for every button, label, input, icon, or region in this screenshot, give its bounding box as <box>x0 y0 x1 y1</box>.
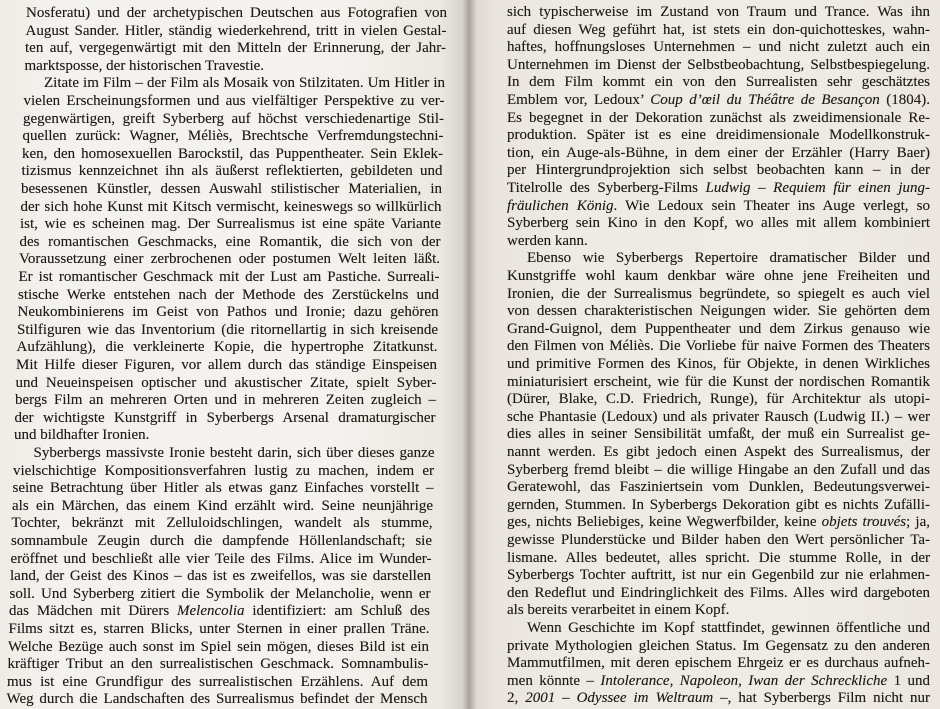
text-segment: Mit Hilfe dieser Figuren, vor allem durch das ständige Einspeisen <box>16 357 437 373</box>
text-line <box>507 374 930 392</box>
text-line <box>507 655 930 673</box>
text-line <box>20 216 441 234</box>
italic-text-segment: Coup d’œil du Théâtre de Besançon <box>650 92 880 108</box>
text-line <box>15 392 436 410</box>
text-segment: Wenn Geschichte im Kopf stattfindet, gewinnen öffentliche und <box>527 620 930 636</box>
text-line <box>14 427 435 445</box>
text-segment: auf diesen Weg geführt hat, ist stets ein don-quichotteskes, wahn- <box>507 21 930 38</box>
text-line <box>22 146 443 164</box>
text-line <box>507 180 930 198</box>
text-line <box>507 638 930 656</box>
text-line <box>18 287 439 305</box>
text-line <box>507 250 930 268</box>
text-segment: den Filmen von Méliès. Die Vorliebe für naive Formen des Theaters <box>507 338 930 355</box>
text-line <box>15 410 436 428</box>
text-segment: ; ja, <box>906 514 930 531</box>
text-line <box>21 199 442 217</box>
text-line <box>14 445 435 463</box>
text-line <box>507 233 930 251</box>
italic-text-segment: fräulichen König <box>507 197 614 214</box>
text-segment: Unternehmen im Dienst der Selbstbeobachtung, Selbstbespiegelung. <box>507 56 930 73</box>
text-segment: der wichtigste Kunstgriff in Syberbergs Arsenal dramaturgischer <box>14 409 436 426</box>
right-page-text <box>507 0 930 709</box>
text-segment: sich typischerweise im Zustand von Traum und Trance. Was ihn <box>507 4 930 20</box>
left-page-text <box>6 0 447 709</box>
text-line <box>507 286 930 304</box>
text-segment: Syberberg fremd bleibt – die willige Hingabe an den Zufall und das <box>507 461 930 478</box>
italic-text-segment: Intolerance, Napoleon, Iwan der Schreckliche <box>600 672 888 689</box>
text-segment: quellen zurück: Wagner, Méliès, Brechtsche Verfremdungstechni- <box>22 128 444 145</box>
text-line <box>507 39 930 57</box>
text-line <box>22 163 443 181</box>
text-line <box>12 515 433 533</box>
text-segment: ken, den homosexuellen Barockstil, das Puppentheater. Sein Eklek- <box>22 145 443 162</box>
text-segment: von dessen charakteristischen Neigungen wider. Sie gehörten dem <box>507 303 930 320</box>
text-line <box>16 375 437 393</box>
text-segment: tizismus kennzeichnet ihn als äußerst reflektierten, gebildeten und <box>21 163 443 180</box>
text-segment: Mammutfilmen, mit deren epischem Ehrgeiz er es durchaus aufneh- <box>507 655 930 672</box>
text-segment: per Hintergrundprojektion sich selbst beobachten kann – in der <box>507 162 930 179</box>
text-segment: Emblem vor, Ledoux’ <box>507 92 651 108</box>
text-segment: dies alles in seiner Sensibilität umfaßt, der muß ein Surrealist ge- <box>507 426 930 443</box>
text-line <box>25 58 446 76</box>
text-line <box>7 691 428 709</box>
text-segment: als ein Märchen, das einem Kind erzählt wird. Seine neunjährige <box>12 497 433 514</box>
text-line <box>507 514 930 532</box>
text-line <box>18 304 439 322</box>
italic-text-segment: 2001 – Odyssee im Weltraum <box>525 690 714 707</box>
text-segment: Er ist romantischer Geschmack mit der Lust am Pastiche. Surreali- <box>18 269 440 285</box>
text-segment: Es begegnet in der Dekoration zunächst als zweidimensionale Re- <box>507 109 930 126</box>
text-line <box>24 93 445 111</box>
text-segment: vielen Erscheinungsformen und aus vielfältiger Perspektive zu ver- <box>23 93 445 109</box>
text-segment: Titelrolle des Syberberg-Films <box>507 180 706 196</box>
text-line <box>507 620 930 638</box>
text-segment: mus ist eine Grundfigur des surrealistischen Erzählens. Auf dem <box>7 673 428 690</box>
text-segment: land, der Geist des Kinos – das ist es zweifellos, was sie darstellen <box>10 568 431 585</box>
text-line <box>24 75 445 93</box>
text-line <box>16 357 437 375</box>
text-line <box>9 603 430 621</box>
text-line <box>10 586 431 604</box>
text-segment: Syberberg sein Kino in den Kopf, wo alles mit allem kombiniert <box>507 215 930 232</box>
text-line <box>507 74 930 92</box>
text-line <box>507 110 930 128</box>
text-segment: gewisse Plunderstücke und Bilder haben den Wert persönlicher Ta- <box>507 532 930 548</box>
text-segment: Tochter, bekränzt mit Zelluloidschlingen, wandelt als stumme, <box>11 515 433 532</box>
text-segment: (Dürer, Blake, C.D. Friedrich, Runge), für Architektur als utopi- <box>507 391 930 408</box>
text-line <box>17 339 438 357</box>
text-line <box>507 127 930 145</box>
text-segment: 2, <box>507 690 526 707</box>
text-segment: werden kann. <box>507 232 588 249</box>
text-line <box>19 269 440 287</box>
text-segment: private Mythologien gleichen Status. Im Gegensatz zu den anderen <box>507 637 930 654</box>
text-segment: ges, nichts Beliebiges, keine Wegwerfbilder, keine <box>507 514 822 531</box>
text-segment: sche Phantasie (Ledoux) und als privater Rausch (Ludwig II.) – wer <box>507 408 930 425</box>
text-segment: Kunstgriffe wohl kaum denkbar wäre ohne jene Freiheiten und <box>507 268 930 284</box>
text-line <box>507 462 930 480</box>
text-segment: Syberbergs massivste Ironie besteht darin, sich über dieses ganze <box>33 445 435 461</box>
text-line <box>19 251 440 269</box>
text-line <box>13 480 434 498</box>
text-line <box>21 181 442 199</box>
text-line <box>507 391 930 409</box>
text-segment: ten auf, vergegenwärtigt mit den Mitteln der Erinnerung, der Jahr- <box>25 40 446 57</box>
text-line <box>507 338 930 356</box>
text-segment: und primitive Formen des Kinos, für Objekte, in denen Wirkliches <box>507 356 930 372</box>
text-segment: vielschichtige Kompositionsverfahren lustig zu machen, indem er <box>13 462 434 479</box>
text-segment: produktion. Später ist es eine dreidimensionale Modellkonstruk- <box>507 127 930 144</box>
italic-text-segment: objets trouvés <box>821 514 907 531</box>
italic-text-segment: Ludwig – Requiem für einen jung- <box>705 180 930 196</box>
text-segment: Ironien, die der Surrealismus begründete, so spiegelt es auch viel <box>507 285 930 302</box>
text-line <box>507 567 930 585</box>
text-segment: miniaturisiert erscheint, wie für die Kunst der nordischen Romantik <box>507 373 930 390</box>
text-line <box>11 533 432 551</box>
text-segment: Neukombinierens im Geist von Pathos und Ironie; dazu gehören <box>17 304 439 321</box>
text-segment: (1804). <box>879 92 931 108</box>
text-line <box>507 479 930 497</box>
text-segment: somnambule Zeugin durch die dampfende Höllenlandschaft; sie <box>11 533 432 549</box>
text-segment: als bereits verarbeitet in einem Kopf. <box>507 602 730 619</box>
text-segment: das Mädchen mit Dürers <box>9 603 178 620</box>
text-line <box>12 498 433 516</box>
text-segment: lismane. Alles bedeutet, alles spricht. Die stumme Rolle, in der <box>507 549 930 566</box>
text-line <box>507 145 930 163</box>
text-line <box>507 550 930 568</box>
text-line <box>11 551 432 569</box>
text-line <box>507 602 930 620</box>
text-segment: marktsposse, der historischen Travestie. <box>24 57 265 74</box>
text-segment: men könnte – <box>507 672 601 689</box>
text-segment: bergs Film an mehreren Orten und in mehreren Zeiten zugleich – <box>15 392 436 409</box>
text-segment: tion, ein Auge-als-Bühne, in dem einer der Erzähler (Harry Baer) <box>507 144 930 161</box>
text-segment: Aufzählung), die verkleinerte Kopie, die hypertrophe Zitatkunst. <box>16 339 438 356</box>
text-line <box>507 303 930 321</box>
text-segment: soll. Und Syberberg zitiert die Symbolik der Melancholie, wenn er <box>9 585 431 602</box>
text-segment: nannt werden. Es gibt jedoch einen Aspekt des Surrealismus, der <box>507 444 930 460</box>
text-segment: –, hat Syberbergs Film nicht nur <box>713 690 931 707</box>
text-line <box>507 426 930 444</box>
text-line <box>507 92 930 110</box>
text-line <box>507 268 930 286</box>
text-line <box>26 23 447 41</box>
text-segment: August Sander. Hitler, ständig wiederkehrend, tritt in vielen Gestal- <box>25 22 447 39</box>
text-segment: Ebenso wie Syberbergs Repertoire dramatischer Bilder und <box>527 250 930 267</box>
text-line <box>8 639 429 657</box>
text-segment: und bildhafter Ironien. <box>14 427 150 444</box>
text-segment: seine Betrachtung über Hitler als etwas ganz Einfaches vorstellt – <box>12 480 434 497</box>
text-segment: besessenen Künstler, dessen Auswahl stilistischer Materialien, in <box>21 181 442 197</box>
text-line <box>8 656 429 674</box>
text-line <box>507 356 930 374</box>
text-line <box>23 128 444 146</box>
text-line <box>23 111 444 129</box>
text-line <box>507 673 930 691</box>
text-segment: 1 und <box>887 672 931 689</box>
text-line <box>507 409 930 427</box>
text-segment: stische Werke entstehen nach der Methode des Zerstückelns und <box>18 286 439 303</box>
text-line <box>507 215 930 233</box>
text-segment: der sich hohe Kunst mit Kitsch vermischt, keineswegs so willkürlich <box>20 198 442 215</box>
text-line <box>13 463 434 481</box>
text-line <box>20 234 441 252</box>
text-line <box>507 57 930 75</box>
text-line <box>25 40 446 58</box>
text-segment: Welche Bezüge auch sonst im Spiel sein mögen, dieses Bild ist ein <box>8 638 429 655</box>
text-line <box>507 444 930 462</box>
text-segment: Grand-Guignol, dem Puppentheater und dem Zirkus genauso wie <box>507 320 930 337</box>
text-line <box>507 585 930 603</box>
text-line <box>9 621 430 639</box>
text-line <box>26 5 447 23</box>
text-segment: Films sitzt es, starren Blicks, unter Sternen in einer prallen Träne. <box>8 621 430 637</box>
text-line <box>507 162 930 180</box>
text-segment: Nosferatu) und der archetypischen Deutschen aus Fotografien von <box>26 5 447 21</box>
text-segment: Geratewohl, das Fasziniertsein vom Dunklen, Bedeutungsverwei- <box>507 479 930 496</box>
text-line <box>507 532 930 550</box>
text-segment: In dem Film kommt ein von den Surrealisten sehr geschätztes <box>507 74 930 91</box>
text-segment: den Redeflut und Eindringlichkeit des Films. Alles wird dargeboten <box>507 584 930 601</box>
text-segment: Syberbergs Tochter auftritt, ist nur ein Gegenbild zur nie erlahmen- <box>507 567 930 584</box>
text-segment: haftes, hoffnungsloses Unternehmen – und nicht zuletzt auch ein <box>507 39 930 56</box>
text-segment: . Wie Ledoux sein Theater ins Auge verlegt, so <box>613 197 930 214</box>
text-line <box>17 322 438 340</box>
page-gutter <box>462 0 476 709</box>
text-line <box>7 674 428 692</box>
text-segment: kräftiger Tribut an den surrealistischen Geschmack. Somnambulis- <box>7 656 429 673</box>
text-line <box>507 497 930 515</box>
text-segment: identifiziert: am Schluß des <box>244 603 430 620</box>
text-segment: gegenwärtigen, greift Syberberg auf höchst verschiedenartige Stil- <box>23 110 444 127</box>
text-segment: gernden, Stummen. In Syberbergs Dekoration gibt es nichts Zufälli- <box>507 496 930 513</box>
italic-text-segment: Melencolia <box>177 603 245 620</box>
text-segment: Voraussetzung einer zerbrochenen oder postumen Welt leiten läßt. <box>19 251 440 268</box>
text-line <box>507 4 930 22</box>
text-segment: Stilfiguren wie das Inventorium (die ritornellartig in sich kreisende <box>17 321 438 338</box>
text-line <box>507 690 930 708</box>
text-segment: Zitate im Film – der Film als Mosaik von Stilzitaten. Um Hitler in <box>44 75 445 92</box>
text-segment: und Neueinspeisen optischer und akustischer Zitate, spielt Syber- <box>15 374 437 391</box>
text-line <box>507 321 930 339</box>
text-segment: Weg durch die Landschaften des Surrealismus befindet der Mensch <box>6 691 428 708</box>
text-line <box>507 22 930 40</box>
text-segment: eröffnet und beschließt alle vier Teile des Films. Alice im Wunder- <box>10 550 432 567</box>
text-line <box>507 198 930 216</box>
text-segment: des romantischen Geschmacks, eine Romantik, die sich von der <box>19 233 441 250</box>
text-segment: ist, wie es scheinen mag. Der Surrealismus ist eine späte Variante <box>20 216 441 233</box>
text-line <box>10 568 431 586</box>
